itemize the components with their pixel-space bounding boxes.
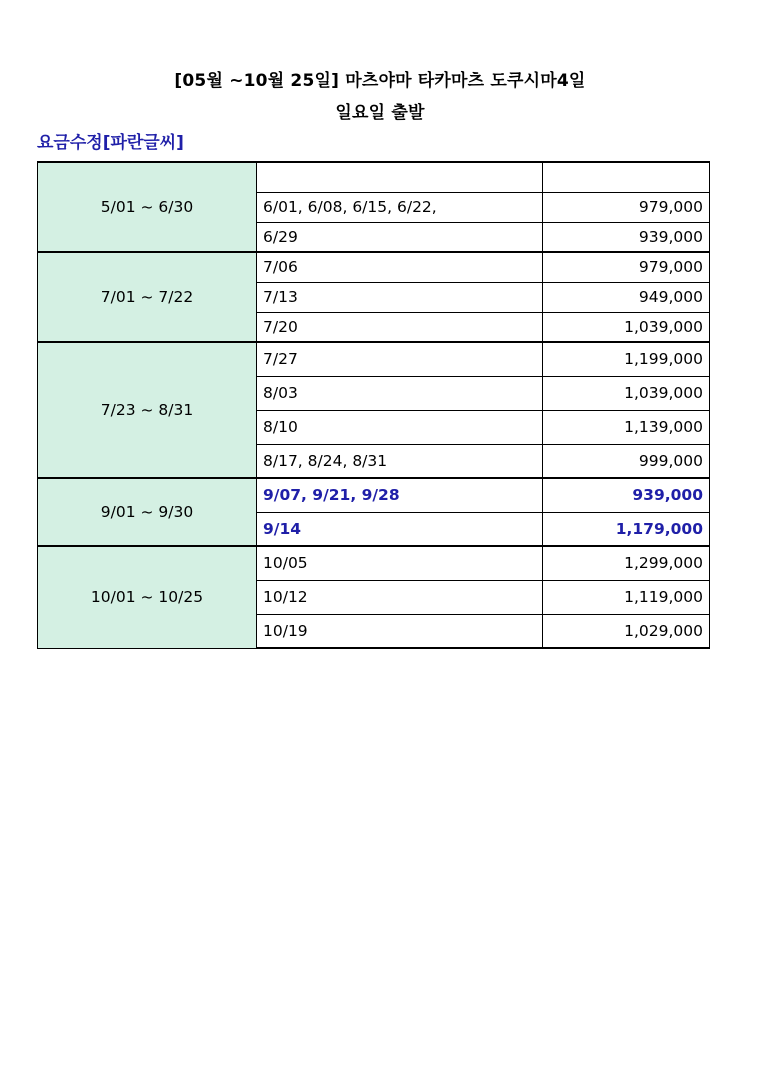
period-cell: 10/01 ~ 10/25 (38, 546, 257, 648)
price-cell: 1,039,000 (543, 312, 710, 342)
dates-cell: 7/20 (257, 312, 543, 342)
dates-cell: 7/06 (257, 252, 543, 282)
dates-cell: 6/01, 6/08, 6/15, 6/22, (257, 192, 543, 222)
page-subtitle: 일요일 출발 (335, 103, 425, 123)
table-row (38, 162, 710, 192)
period-cell: 5/01 ~ 6/30 (38, 162, 257, 252)
price-cell: 1,199,000 (543, 342, 710, 376)
price-cell: 1,029,000 (543, 614, 710, 648)
table-row (38, 342, 710, 376)
table-row (38, 252, 710, 282)
price-cell: 979,000 (543, 252, 710, 282)
price-cell: 949,000 (543, 282, 710, 312)
price-cell: 1,119,000 (543, 580, 710, 614)
price-cell: 1,299,000 (543, 546, 710, 580)
dates-cell: 10/05 (257, 546, 543, 580)
page-title: [05월 ~10월 25일] 마츠야마 타카마츠 도쿠시마4일 (174, 71, 586, 91)
period-cell: 7/23 ~ 8/31 (38, 342, 257, 478)
price-cell-revised: 1,179,000 (543, 512, 710, 546)
fare-table (37, 161, 710, 649)
period-cell: 7/01 ~ 7/22 (38, 252, 257, 342)
price-cell: 999,000 (543, 444, 710, 478)
dates-cell: 6/29 (257, 222, 543, 252)
revision-note: 요금수정[파란글씨] (37, 133, 184, 153)
price-cell-revised: 939,000 (543, 478, 710, 512)
dates-cell: 8/10 (257, 410, 543, 444)
dates-cell-revised: 9/07, 9/21, 9/28 (257, 478, 543, 512)
price-cell: 939,000 (543, 222, 710, 252)
period-cell: 9/01 ~ 9/30 (38, 478, 257, 546)
price-cell: 1,139,000 (543, 410, 710, 444)
price-cell (543, 162, 710, 192)
dates-cell: 7/13 (257, 282, 543, 312)
dates-cell: 7/27 (257, 342, 543, 376)
price-cell: 1,039,000 (543, 376, 710, 410)
table-row (38, 546, 710, 580)
dates-cell: 10/12 (257, 580, 543, 614)
dates-cell: 8/17, 8/24, 8/31 (257, 444, 543, 478)
dates-cell: 8/03 (257, 376, 543, 410)
dates-cell-revised: 9/14 (257, 512, 543, 546)
price-cell: 979,000 (543, 192, 710, 222)
dates-cell (257, 162, 543, 192)
dates-cell: 10/19 (257, 614, 543, 648)
table-row (38, 478, 710, 512)
